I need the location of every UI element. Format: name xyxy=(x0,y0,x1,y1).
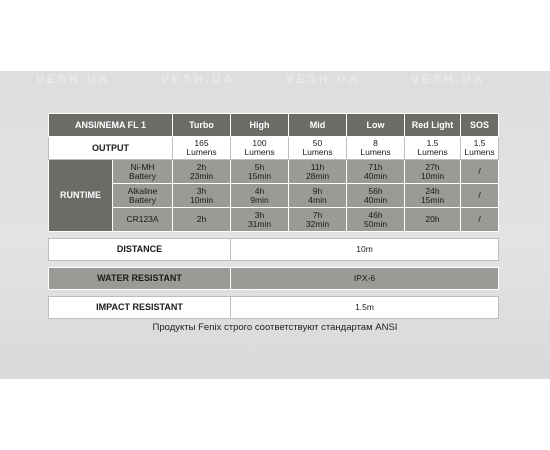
runtime-cell: / xyxy=(461,208,499,232)
water-label: WATER RESISTANT xyxy=(49,268,231,290)
header-high: High xyxy=(231,114,289,137)
distance-value: 10m xyxy=(231,239,499,261)
spacer xyxy=(49,232,499,239)
runtime-cell: 56h 40min xyxy=(347,184,405,208)
watermark-text: VESH.UA xyxy=(411,72,486,86)
runtime-label: RUNTIME xyxy=(49,160,113,232)
runtime-cell: 24h 15min xyxy=(405,184,461,208)
output-label: OUTPUT xyxy=(49,137,173,160)
runtime-cell: 46h 50min xyxy=(347,208,405,232)
impact-value: 1.5m xyxy=(231,297,499,319)
impact-row xyxy=(49,297,499,319)
battery-type: CR123A xyxy=(113,208,173,232)
spacer-row xyxy=(49,261,499,268)
watermark xyxy=(36,72,550,86)
water-row xyxy=(49,268,499,290)
impact-label: IMPACT RESISTANT xyxy=(49,297,231,319)
runtime-cell: 20h xyxy=(405,208,461,232)
header-standard: ANSI/NEMA FL 1 xyxy=(49,114,173,137)
header-mid: Mid xyxy=(289,114,347,137)
runtime-cell: 4h 9min xyxy=(231,184,289,208)
runtime-cell: 11h 28min xyxy=(289,160,347,184)
header-row xyxy=(49,114,499,137)
watermark-text: VESH.UA xyxy=(161,72,236,86)
output-cell: 100 Lumens xyxy=(231,137,289,160)
battery-type: Ni-MH Battery xyxy=(113,160,173,184)
runtime-cell: 27h 10min xyxy=(405,160,461,184)
runtime-cell: 3h 31min xyxy=(231,208,289,232)
runtime-cell: 3h 10min xyxy=(173,184,231,208)
output-cell: 165 Lumens xyxy=(173,137,231,160)
distance-row xyxy=(49,239,499,261)
runtime-row xyxy=(49,184,499,208)
runtime-row xyxy=(49,160,499,184)
runtime-cell: 71h 40min xyxy=(347,160,405,184)
output-row xyxy=(49,137,499,160)
runtime-cell: 5h 15min xyxy=(231,160,289,184)
spacer xyxy=(49,261,499,268)
header-low: Low xyxy=(347,114,405,137)
runtime-cell: 2h xyxy=(173,208,231,232)
output-cell: 1.5 Lumens xyxy=(405,137,461,160)
battery-type: Alkaline Battery xyxy=(113,184,173,208)
header-turbo: Turbo xyxy=(173,114,231,137)
watermark-text: VESH.UA xyxy=(286,72,361,86)
runtime-row xyxy=(49,208,499,232)
runtime-cell: / xyxy=(461,160,499,184)
header-red-light: Red Light xyxy=(405,114,461,137)
distance-label: DISTANCE xyxy=(49,239,231,261)
output-cell: 1.5 Lumens xyxy=(461,137,499,160)
runtime-cell: 9h 4min xyxy=(289,184,347,208)
water-value: IPX-6 xyxy=(231,268,499,290)
runtime-cell: / xyxy=(461,184,499,208)
output-cell: 8 Lumens xyxy=(347,137,405,160)
runtime-cell: 2h 23min xyxy=(173,160,231,184)
spacer-row xyxy=(49,290,499,297)
caption: Продукты Fenix строго соответствуют стандартам ANSI xyxy=(152,322,398,333)
runtime-cell: 7h 32min xyxy=(289,208,347,232)
spacer xyxy=(49,290,499,297)
watermark-text: VESH.UA xyxy=(36,72,111,86)
header-sos: SOS xyxy=(461,114,499,137)
spec-table xyxy=(48,113,499,319)
output-cell: 50 Lumens xyxy=(289,137,347,160)
spacer-row xyxy=(49,232,499,239)
